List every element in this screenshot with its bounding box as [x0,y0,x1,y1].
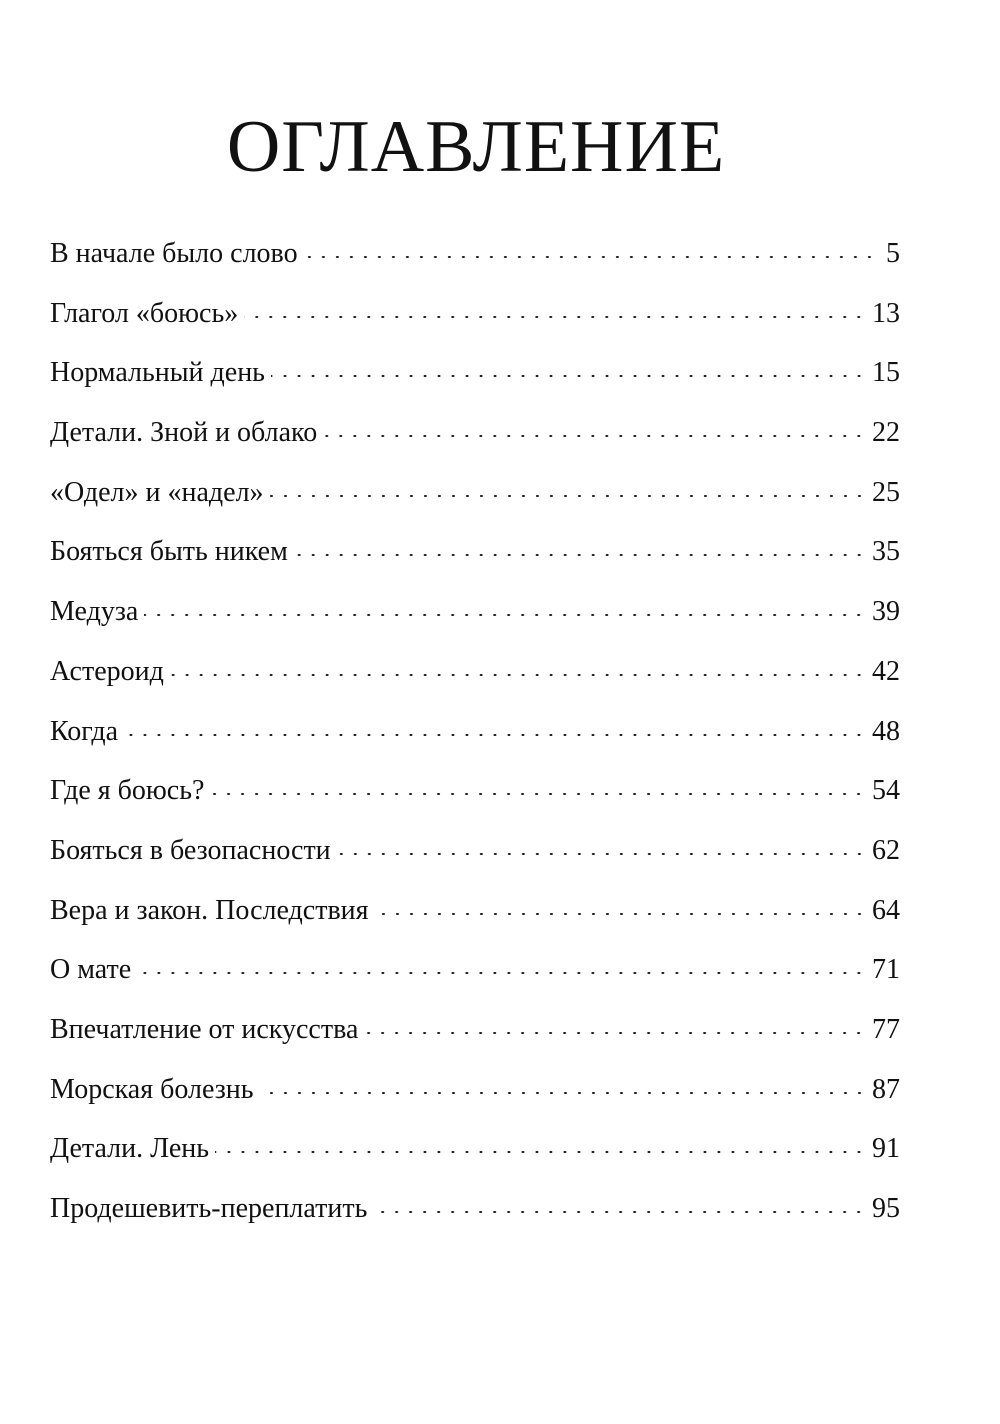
toc-entry-title: Морская болезнь [50,1073,254,1105]
toc-entry-title: Бояться быть никем [50,536,288,568]
toc-entry-page: 13 [872,297,900,329]
dot-leader [137,972,866,974]
dot-leader [364,1032,866,1034]
toc-entry [50,522,900,582]
toc-entry [50,642,900,702]
toc-entry-page: 95 [872,1193,900,1224]
dot-leader [323,435,866,437]
toc-entry-page: 87 [872,1073,900,1105]
toc-entry-page: 15 [872,357,900,389]
toc-entry [50,761,900,821]
dot-leader [270,495,866,497]
toc-entry-page: 48 [872,715,900,747]
dot-leader [294,554,866,556]
dot-leader [271,375,866,377]
toc-entry-title: В начале было слово [50,238,298,269]
toc-entry [50,224,900,284]
dot-leader [215,1151,866,1153]
toc-entry-page: 5 [886,238,900,269]
toc-entry-page: 25 [872,476,900,508]
toc-entry [50,284,900,344]
dot-leader [244,316,866,318]
toc-entry-page: 62 [872,834,900,866]
toc-entry [50,343,900,403]
toc-entry-page: 71 [872,954,900,986]
toc-entry-title: Когда [50,715,119,747]
toc-entry-page: 77 [872,1013,900,1045]
toc-entry-page: 22 [872,417,900,449]
toc-entry [50,702,900,762]
toc-entry [50,403,900,463]
toc-entry-title: Глагол «боюсь» [50,297,239,329]
toc-entry-title: Бояться в безопасности [50,834,331,866]
toc-entry-title: «Одел» и «надел» [50,476,264,508]
toc-entry-title: Детали. Зной и облако [50,417,318,449]
toc-entry-title: Продешевить-переплатить [50,1193,368,1224]
dot-leader [304,256,876,258]
dot-leader [337,853,866,855]
toc-entry [50,881,900,941]
dot-leader [170,674,866,676]
toc-entry [50,821,900,881]
dot-leader [375,913,866,915]
toc-entry-title: Астероид [50,655,164,687]
toc-entry [50,1179,900,1239]
dot-leader [210,793,866,795]
table-of-contents [50,224,900,1239]
toc-entry-page: 35 [872,536,900,568]
toc-entry-page: 91 [872,1133,900,1165]
dot-leader [144,614,866,616]
toc-entry-title: Детали. Лень [50,1133,210,1165]
toc-entry-title: Вера и закон. Последствия [50,894,369,926]
dot-leader [373,1211,866,1213]
toc-entry-title: Где я боюсь? [50,775,205,807]
toc-entry [50,463,900,523]
toc-entry [50,1000,900,1060]
toc-entry-title: Впечатление от искусства [50,1013,359,1045]
toc-entry-page: 42 [872,655,900,687]
toc-entry-title: Нормальный день [50,357,265,389]
toc-entry [50,940,900,1000]
toc-entry [50,1119,900,1179]
page-title: ОГЛАВЛЕНИЕ [226,106,726,188]
toc-entry-page: 54 [872,775,900,807]
dot-leader [260,1092,866,1094]
toc-entry-page: 64 [872,894,900,926]
toc-entry-title: Медуза [50,596,139,628]
dot-leader [124,734,866,736]
toc-entry [50,582,900,642]
toc-entry [50,1060,900,1120]
toc-entry-page: 39 [872,596,900,628]
toc-entry-title: О мате [50,954,132,986]
